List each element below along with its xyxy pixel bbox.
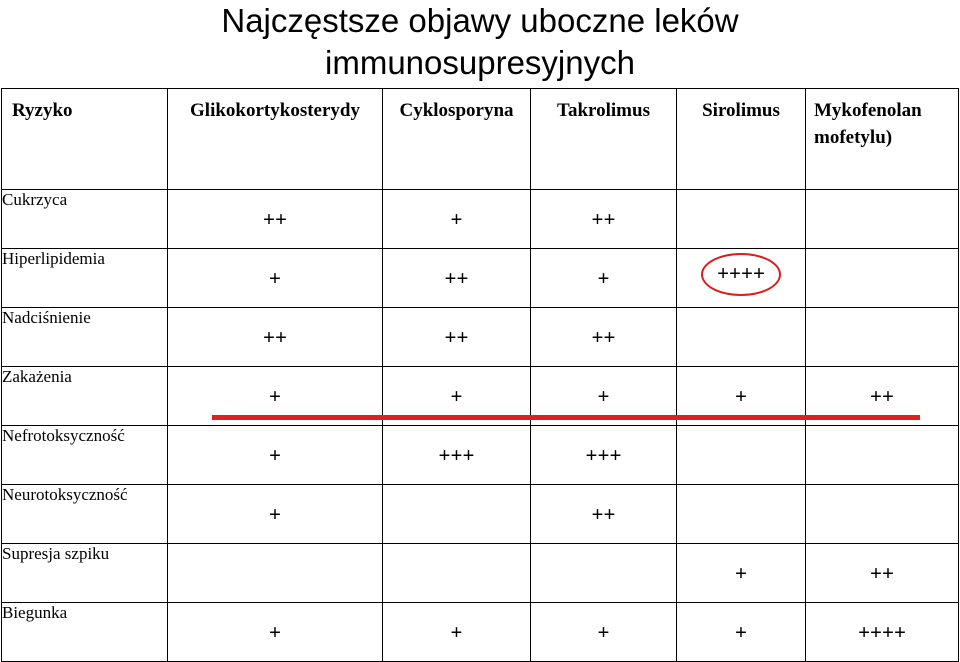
cell-value — [383, 485, 531, 544]
cell-value: + — [168, 249, 383, 308]
cell-value — [806, 249, 959, 308]
cell-value: +++ — [383, 426, 531, 485]
cell-value — [383, 544, 531, 603]
header-mykofenolan: Mykofenolan mofetylu) — [806, 89, 959, 190]
cell-value: ++ — [383, 249, 531, 308]
red-divider-line — [212, 415, 920, 420]
side-effects-table — [1, 88, 959, 662]
cell-value — [677, 485, 806, 544]
cell-value: + — [531, 367, 677, 426]
cell-value: ++ — [531, 190, 677, 249]
row-label: Zakażenia — [2, 367, 168, 426]
cell-value: + — [168, 426, 383, 485]
cell-value: + — [531, 249, 677, 308]
cell-value: ++ — [168, 190, 383, 249]
title-line-1: Najczęstsze objawy uboczne leków — [221, 2, 739, 39]
cell-value — [806, 308, 959, 367]
table-row — [2, 308, 959, 367]
cell-value: + — [168, 485, 383, 544]
cell-value — [531, 544, 677, 603]
cell-value: + — [677, 603, 806, 662]
cell-value: + — [383, 190, 531, 249]
cell-value: + — [168, 367, 383, 426]
header-glikokortykosterydy: Glikokortykosterydy — [168, 89, 383, 190]
cell-value: + — [383, 367, 531, 426]
title-line-2: immunosupresyjnych — [325, 44, 635, 81]
row-label: Neurotoksyczność — [2, 485, 168, 544]
cell-value: + — [531, 603, 677, 662]
cell-value: +++ — [531, 426, 677, 485]
header-sirolimus: Sirolimus — [677, 89, 806, 190]
cell-value — [806, 485, 959, 544]
table-header-row — [2, 89, 959, 190]
cell-value: ++ — [168, 308, 383, 367]
table-row — [2, 544, 959, 603]
cell-value — [677, 426, 806, 485]
row-label: Cukrzyca — [2, 190, 168, 249]
table-row — [2, 485, 959, 544]
cell-value: ++ — [806, 367, 959, 426]
header-ryzyko: Ryzyko — [2, 89, 168, 190]
row-label: Biegunka — [2, 603, 168, 662]
cell-value: + — [168, 603, 383, 662]
table-row — [2, 190, 959, 249]
row-label: Nefrotoksyczność — [2, 426, 168, 485]
page-title — [0, 0, 960, 84]
cell-value: ++ — [383, 308, 531, 367]
cell-value-highlighted — [677, 249, 806, 308]
row-label: Hiperlipidemia — [2, 249, 168, 308]
red-circle-highlight: ++++ — [701, 253, 781, 296]
cell-value — [806, 190, 959, 249]
cell-value — [806, 426, 959, 485]
header-takrolimus: Takrolimus — [531, 89, 677, 190]
cell-value: + — [383, 603, 531, 662]
cell-value: + — [677, 544, 806, 603]
cell-value: ++ — [531, 308, 677, 367]
cell-value — [677, 190, 806, 249]
cell-value — [677, 308, 806, 367]
cell-value: ++++ — [806, 603, 959, 662]
table-row — [2, 603, 959, 662]
cell-value: ++ — [806, 544, 959, 603]
cell-value: ++ — [531, 485, 677, 544]
header-cyklosporyna: Cyklosporyna — [383, 89, 531, 190]
table-row — [2, 249, 959, 308]
cell-value — [168, 544, 383, 603]
cell-value: + — [677, 367, 806, 426]
row-label: Nadciśnienie — [2, 308, 168, 367]
row-label: Supresja szpiku — [2, 544, 168, 603]
table-row — [2, 426, 959, 485]
